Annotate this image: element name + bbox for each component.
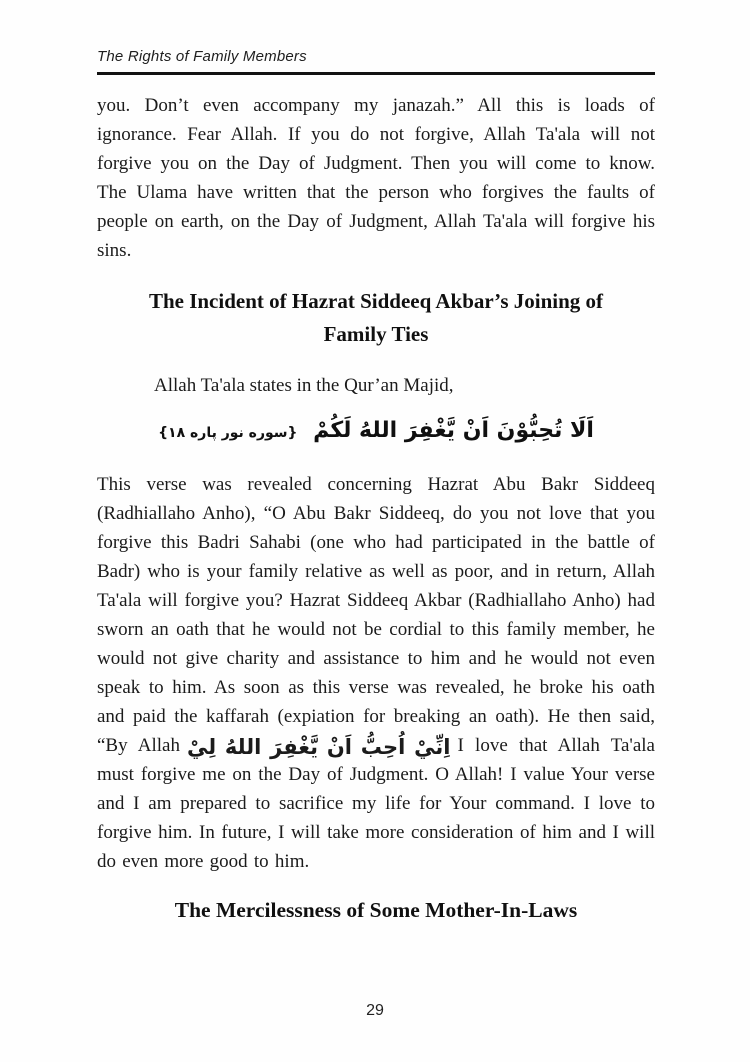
page-footer [0,1002,750,1020]
paragraph-revelation [97,470,655,876]
verse-reference: {سوره نور پاره ۱۸} [158,425,298,441]
page-number: 29 [366,1002,384,1019]
quran-verse-line [97,408,655,454]
header-rule [97,72,655,75]
paragraph-revelation-part2: I love that Allah Ta'ala must forgive me on the Day of Judgment. O Allah! I value Your verse and I am prepared to sacrifice my life for Your command. I love to forgive him. In future, I will take more consideration of him and I will do even more good to him. [97,735,655,872]
paragraph-revelation-part1: This verse was revealed concerning Hazrat Abu Bakr Siddeeq (Radhiallaho Anho), “O Abu Bakr Siddeeq, do you not love that you forgive this Badri Sahabi (one who had participated in the battle of Badr) who is your family relative as well as poor, and in return, Allah Ta'ala will forgive you? Hazrat Siddeeq Akbar (Radhiallaho Anho) had sworn an oath that he would not be cordial to this family member, he would not give charity and assistance to him and he would not even speak to him. As soon as this verse was revealed, he broke his oath and paid the kaffarah (expiation for breaking an oath). He then said, “By Allah [97,474,655,756]
page-header [97,48,655,75]
section-heading-mercilessness: The Mercilessness of Some Mother-In-Laws [174,898,578,922]
arabic-verse-text: اَلَا تُحِبُّوْنَ اَنْ يَّغْفِرَ اللهُ لَكُمْ [313,418,594,443]
running-header-title: The Rights of Family Members [97,48,307,65]
paragraph-forgiveness: you. Don’t even accompany my janazah.” All this is loads of ignorance. Fear Allah. If you do not forgive, Allah Ta'ala will not forgive you on the Day of Judgment. Then you will come to know. The Ulama have written that the person who forgives the faults of people on earth, on the Day of Judgment, Allah Ta'ala will forgive his sins. [97,95,655,261]
page-body [97,91,655,927]
section-heading-incident: The Incident of Hazrat Siddeeq Akbar’s Joining of Family Ties [148,289,604,346]
quran-intro-line: Allah Ta'ala states in the Qur’an Majid, [154,375,454,396]
arabic-inline-quote: اِنِّيْ اُحِبُّ اَنْ يَّغْفِرَ اللهُ لِيْ [186,735,451,759]
